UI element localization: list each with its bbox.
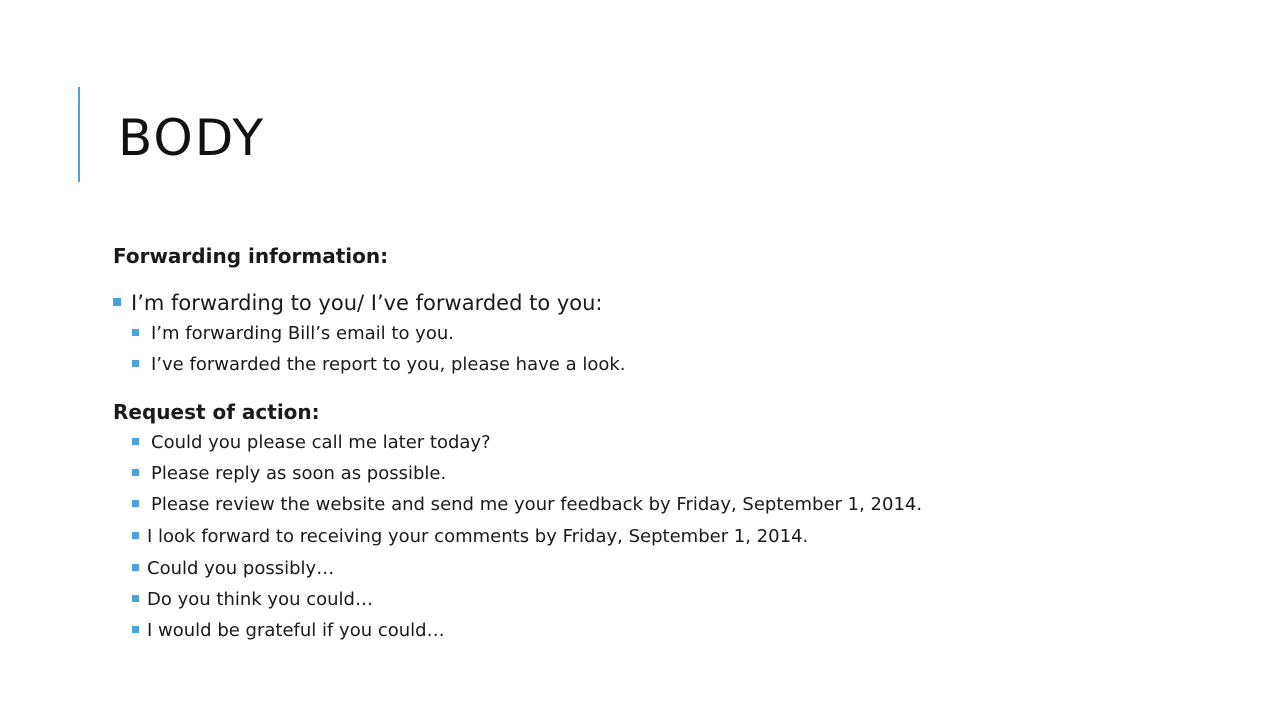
bullet-request-item — [132, 526, 808, 547]
square-bullet-icon — [113, 298, 121, 306]
square-bullet-icon — [132, 532, 139, 539]
bullet-text: Could you please call me later today? — [151, 432, 491, 453]
bullet-text: I look forward to receiving your comments by Friday, September 1, 2014. — [147, 526, 809, 547]
bullet-text: Please reply as soon as possible. — [151, 463, 447, 484]
bullet-text: I’m forwarding Bill’s email to you. — [151, 323, 454, 344]
square-bullet-icon — [132, 360, 139, 367]
bullet-text: I’ve forwarded the report to you, please have a look. — [151, 354, 626, 375]
square-bullet-icon — [132, 329, 139, 336]
bullet-forwarding-main — [113, 291, 603, 315]
bullet-request-item — [132, 589, 373, 610]
square-bullet-icon — [132, 595, 139, 602]
bullet-request-item — [132, 558, 334, 579]
section-heading-forwarding: Forwarding information: — [113, 244, 389, 268]
bullet-request-item — [132, 432, 491, 453]
square-bullet-icon — [132, 469, 139, 476]
bullet-request-item — [132, 463, 446, 484]
bullet-request-item — [132, 620, 445, 641]
bullet-text: I would be grateful if you could… — [147, 620, 445, 641]
bullet-text: Do you think you could… — [147, 589, 373, 610]
square-bullet-icon — [132, 564, 139, 571]
slide-title: BODY — [118, 109, 266, 167]
bullet-request-item — [132, 494, 922, 515]
section-heading-request: Request of action: — [113, 400, 320, 424]
square-bullet-icon — [132, 500, 139, 507]
bullet-forwarding-item — [132, 323, 454, 344]
bullet-forwarding-item — [132, 354, 626, 375]
bullet-text: Could you possibly… — [147, 558, 335, 579]
bullet-text: I’m forwarding to you/ I’ve forwarded to you: — [131, 291, 603, 315]
square-bullet-icon — [132, 626, 139, 633]
bullet-text: Please review the website and send me your feedback by Friday, September 1, 2014. — [151, 494, 923, 515]
square-bullet-icon — [132, 438, 139, 445]
